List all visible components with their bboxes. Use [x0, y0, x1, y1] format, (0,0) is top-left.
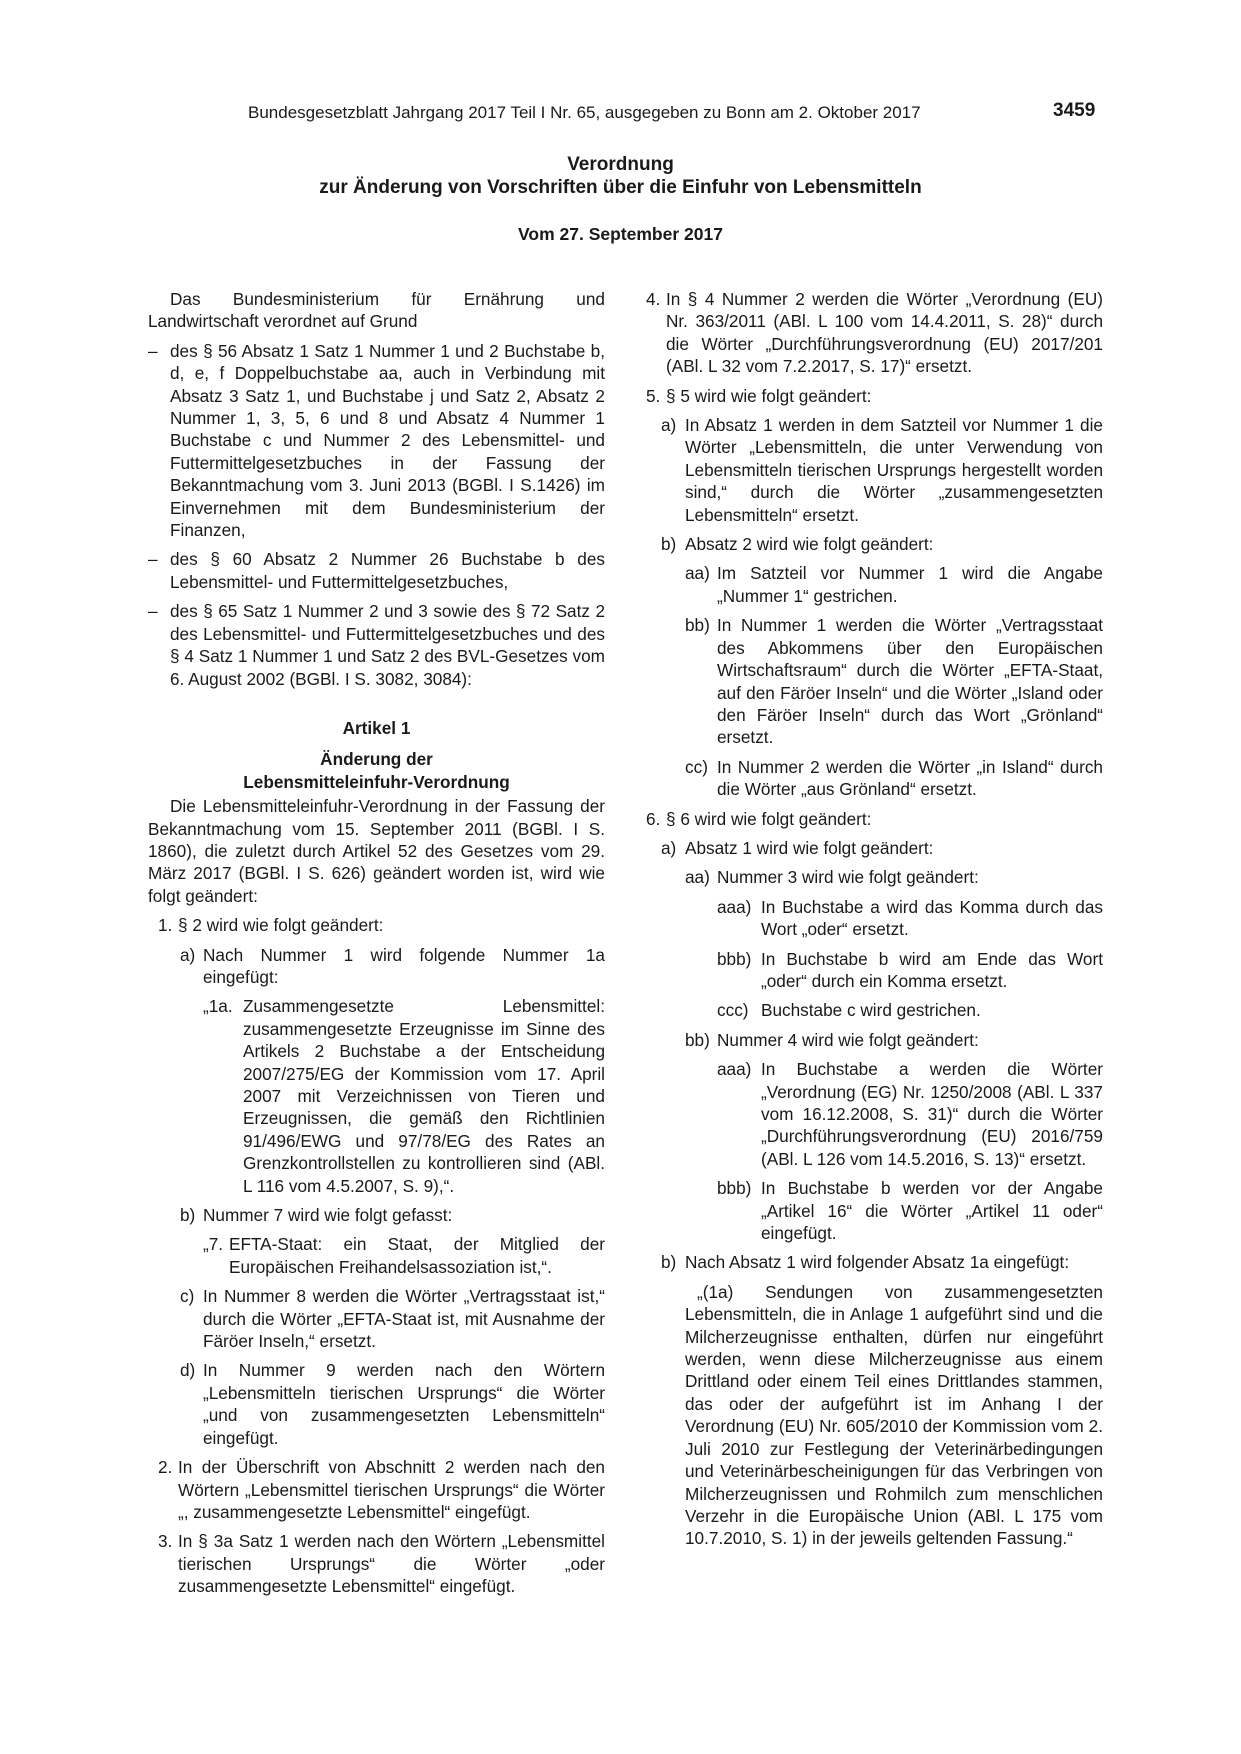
quote-text: Zusammengesetzte Lebensmittel: zusammengesetzte Erzeugnisse im Sinne des Artikels 2 Buchstabe a der Entscheidung 2007/275/EG der Kommission vom 17. April 2007 mit Verzeichnissen von Tieren und Erzeugnissen, die gemäß den Richtlinien 91/496/EWG und 97/78/EG des Rates an Grenzkontrollstellen zu kontrollieren sind (ABl. L 116 vom 4.5.2007, S. 9),“.	[243, 996, 605, 1196]
item-text: In Nummer 2 werden die Wörter „in Island“ durch die Wörter „aus Grönland“ ersetzt.	[717, 756, 1103, 800]
item-text: § 6 wird wie folgt geändert:	[666, 808, 872, 829]
legal-basis-3	[148, 600, 605, 690]
item-text: Absatz 2 wird wie folgt geändert:	[685, 534, 934, 555]
legal-basis-text: des § 65 Satz 1 Nummer 2 und 3 sowie des § 72 Satz 2 des Lebensmittel- und Futtermittelgesetzbuches und des § 4 Satz 1 Nummer 1 und Satz 2 des BVL-Gesetzes vom 6. August 2002 (BGBl. I S. 3082, 3084):	[170, 601, 605, 689]
item-5a: a) In Absatz 1 werden in dem Satzteil vor Nummer 1 die Wörter „Lebensmitteln, die unter Verwendung von Lebensmitteln tierischen Ursprungs hergestellt worden sind,“ durch die Wörter „zusammengesetzten Lebensmitteln“ ersetzt.	[661, 415, 1103, 525]
item-6a-aa-aaa: aaa) In Buchstabe a wird das Komma durch das Wort „oder“ ersetzt.	[717, 896, 1103, 940]
item-6a-bb: bb) Nummer 4 wird wie folgt geändert:	[646, 1029, 1103, 1051]
item-text: In Absatz 1 werden in dem Satzteil vor Nummer 1 die Wörter „Lebensmitteln, die unter Verwendung von Lebensmitteln tierischen Ursprungs hergestellt worden sind,“ durch die Wörter „zusammengesetzten Lebensmitteln“ ersetzt.	[685, 415, 1103, 525]
page-number: 3459	[1053, 100, 1096, 121]
legal-basis-text: des § 60 Absatz 2 Nummer 26 Buchstabe b des Lebensmittel- und Futtermittelgesetzbuches,	[170, 549, 605, 592]
item-text: In Nummer 8 werden die Wörter „Vertragsstaat ist,“ durch die Wörter „EFTA-Staat ist, mit Ausnahme der Färöer Inseln,“ ersetzt.	[203, 1286, 605, 1352]
item-6a-aa: aa) Nummer 3 wird wie folgt geändert:	[646, 866, 1103, 888]
item-2: 2. In der Überschrift von Abschnitt 2 werden nach den Wörtern „Lebensmittel tierischen Ursprungs“ die Wörter „, zusammengesetzte Lebensmittel“ eingefügt.	[158, 1457, 605, 1522]
article-title-line2: Lebensmitteleinfuhr-Verordnung	[243, 771, 510, 792]
item-text: Absatz 1 wird wie folgt geändert:	[685, 837, 934, 858]
item-text: In Buchstabe b werden vor der Angabe „Artikel 16“ die Wörter „Artikel 11 oder“ eingefügt.	[761, 1178, 1103, 1244]
quote-1a	[148, 995, 605, 1197]
legal-basis-1	[148, 340, 605, 542]
item-6a: a) Absatz 1 wird wie folgt geändert:	[646, 837, 1103, 859]
item-text: Nummer 3 wird wie folgt geändert:	[717, 867, 979, 888]
item-text: Nummer 4 wird wie folgt geändert:	[717, 1029, 979, 1050]
item-1c: c) In Nummer 8 werden die Wörter „Vertragsstaat ist,“ durch die Wörter „EFTA-Staat ist, mit Ausnahme der Färöer Inseln,“ ersetzt.	[180, 1286, 605, 1352]
item-5b-aa: aa) Im Satzteil vor Nummer 1 wird die Angabe „Nummer 1“ gestrichen.	[685, 563, 1103, 606]
item-5b-cc: cc) In Nummer 2 werden die Wörter „in Island“ durch die Wörter „aus Grönland“ ersetzt.	[685, 756, 1103, 800]
item-text: In Nummer 9 werden nach den Wörtern „Lebensmitteln tierischen Ursprungs“ die Wörter „und von zusammengesetzten Lebensmitteln“ eingefügt.	[203, 1360, 605, 1448]
item-text: In Buchstabe a werden die Wörter „Verordnung (EG) Nr. 1250/2008 (ABl. L 337 vom 16.12.2008, S. 31)“ durch die Wörter „Durchführungsverordnung (EU) 2016/759 (ABl. L 126 vom 14.5.2016, S. 13)“ ersetzt.	[761, 1059, 1103, 1169]
legal-basis-2	[148, 548, 605, 593]
item-6a-aa-bbb: bbb) In Buchstabe b wird am Ende das Wort „oder“ durch ein Komma ersetzt.	[717, 948, 1103, 991]
doc-title-line1: Verordnung	[567, 154, 674, 175]
item-5: 5. § 5 wird wie folgt geändert:	[646, 385, 1103, 407]
item-text: In § 4 Nummer 2 werden die Wörter „Verordnung (EU) Nr. 363/2011 (ABl. L 100 vom 14.4.2011, S. 28)“ durch die Wörter „Durchführungsverordnung (EU) 2017/201 (ABl. L 32 vom 7.2.2017, S. 17)“ ersetzt.	[666, 289, 1103, 377]
item-6: 6. § 6 wird wie folgt geändert:	[646, 808, 1103, 830]
doc-title-line2: zur Änderung von Vorschriften über die Einfuhr von Lebensmitteln	[319, 177, 922, 198]
doc-date: Vom 27. September 2017	[518, 224, 723, 244]
intro-paragraph: Das Bundesministerium für Ernährung und Landwirtschaft verordnet auf Grund	[148, 289, 605, 332]
article-title-line1: Änderung der	[320, 749, 433, 770]
dash-marker: –	[148, 340, 158, 361]
item-6a-aa-ccc: ccc) Buchstabe c wird gestrichen.	[646, 999, 1103, 1021]
legal-basis-text: des § 56 Absatz 1 Satz 1 Nummer 1 und 2 Buchstabe b, d, e, f Doppelbuchstabe aa, auch in Verbindung mit Absatz 3 Satz 1, und Buchstabe j und Satz 2, Absatz 2 Nummer 1, 3, 5, 6 und 8 und Absatz 4 Nummer 1 Buchstabe c und Nummer 2 des Lebensmittel- und Futtermittelgesetzbuches in der Fassung der Bekanntmachung vom 3. Juni 2013 (BGBl. I S.1426) im Einvernehmen mit dem Bundesministerium der Finanzen,	[170, 340, 605, 541]
item-text: In Buchstabe b wird am Ende das Wort „oder“ durch ein Komma ersetzt.	[761, 948, 1103, 991]
article-intro: Die Lebensmitteleinfuhr-Verordnung in der Fassung der Bekanntmachung vom 15. September 2011 (BGBl. I S. 1860), die zuletzt durch Artikel 52 des Gesetzes vom 29. März 2017 (BGBl. I S. 626) geändert worden ist, wird wie folgt geändert:	[148, 796, 605, 906]
item-1a: a) Nach Nummer 1 wird folgende Nummer 1a eingefügt:	[180, 944, 605, 987]
item-text: In der Überschrift von Abschnitt 2 werden nach den Wörtern „Lebensmittel tierischen Ursprungs“ die Wörter „, zusammengesetzte Lebensmittel“ eingefügt.	[178, 1457, 605, 1522]
item-text: § 5 wird wie folgt geändert:	[666, 385, 872, 406]
item-text: § 2 wird wie folgt geändert:	[178, 915, 384, 936]
item-6b: b) Nach Absatz 1 wird folgender Absatz 1a eingefügt:	[646, 1251, 1103, 1273]
item-text: Im Satzteil vor Nummer 1 wird die Angabe „Nummer 1“ gestrichen.	[717, 563, 1103, 606]
item-text: In Buchstabe a wird das Komma durch das Wort „oder“ ersetzt.	[761, 896, 1103, 940]
dash-marker: –	[148, 601, 158, 622]
item-1b: b) Nummer 7 wird wie folgt gefasst:	[148, 1204, 605, 1226]
item-4: 4. In § 4 Nummer 2 werden die Wörter „Verordnung (EU) Nr. 363/2011 (ABl. L 100 vom 14.4.2011, S. 28)“ durch die Wörter „Durchführungsverordnung (EU) 2017/201 (ABl. L 32 vom 7.2.2017, S. 17)“ ersetzt.	[646, 289, 1103, 377]
quote-absatz-1a: „(1a) Sendungen von zusammengesetzten Lebensmitteln, die in Anlage 1 aufgeführt sind und die Milcherzeugnisse enthalten, dürfen nur eingeführt werden, wenn diese Milcherzeugnisse aus einem Drittland oder einem Teil eines Drittlandes stammen, das oder der aufgeführt ist im Anhang I der Verordnung (EU) Nr. 605/2010 der Kommission vom 2. Juli 2010 zur Festlegung der Veterinärbedingungen und Veterinärbescheinigungen für das Verbringen von Milcherzeugnissen und Rohmilch zum menschlichen Verzehr in die Europäische Union (ABl. L 175 vom 10.7.2010, S. 1) in der jeweils geltenden Fassung.“	[685, 1281, 1103, 1549]
left-column	[148, 288, 605, 1605]
item-5b: b) Absatz 2 wird wie folgt geändert:	[646, 533, 1103, 555]
item-text: Nummer 7 wird wie folgt gefasst:	[203, 1205, 453, 1226]
item-3: 3. In § 3a Satz 1 werden nach den Wörtern „Lebensmittel tierischen Ursprungs“ die Wörter „oder zusammengesetzte Lebensmittel“ eingefügt.	[158, 1531, 605, 1597]
quote-label: „7.	[203, 1234, 224, 1255]
article-number: Artikel 1	[342, 717, 411, 738]
item-1d: d) In Nummer 9 werden nach den Wörtern „Lebensmitteln tierischen Ursprungs“ die Wörter „und von zusammengesetzten Lebensmitteln“ eingefügt.	[180, 1360, 605, 1448]
quote-1b	[148, 1233, 605, 1278]
quote-label: „1a.	[203, 996, 233, 1017]
dash-marker: –	[148, 549, 158, 570]
running-header: Bundesgesetzblatt Jahrgang 2017 Teil I Nr. 65, ausgegeben zu Bonn am 2. Oktober 2017	[248, 103, 921, 122]
item-text: In Nummer 1 werden die Wörter „Vertragsstaat des Abkommens über den Europäischen Wirtschaftsraum“ durch die Wörter „EFTA-Staat, auf den Färöer Inseln“ und die Wörter „Island oder den Färöer Inseln“ durch das Wort „Grönland“ ersetzt.	[717, 615, 1103, 748]
item-text: Buchstabe c wird gestrichen.	[761, 1000, 981, 1021]
item-5b-bb: bb) In Nummer 1 werden die Wörter „Vertragsstaat des Abkommens über den Europäischen Wirtschaftsraum“ durch die Wörter „EFTA-Staat, auf den Färöer Inseln“ und die Wörter „Island oder den Färöer Inseln“ durch das Wort „Grönland“ ersetzt.	[685, 615, 1103, 748]
quote-text: EFTA-Staat: ein Staat, der Mitglied der Europäischen Freihandelsassoziation ist,“.	[229, 1234, 605, 1277]
item-6a-bb-bbb: bbb) In Buchstabe b werden vor der Angabe „Artikel 16“ die Wörter „Artikel 11 oder“ eingefügt.	[717, 1178, 1103, 1244]
item-text: In § 3a Satz 1 werden nach den Wörtern „Lebensmittel tierischen Ursprungs“ die Wörter „oder zusammengesetzte Lebensmittel“ eingefügt.	[178, 1531, 605, 1597]
item-text: Nach Absatz 1 wird folgender Absatz 1a eingefügt:	[685, 1252, 1070, 1273]
item-1: 1. § 2 wird wie folgt geändert:	[148, 914, 605, 936]
right-column	[646, 288, 1103, 1557]
item-6a-bb-aaa: aaa) In Buchstabe a werden die Wörter „Verordnung (EG) Nr. 1250/2008 (ABl. L 337 vom 16.12.2008, S. 31)“ durch die Wörter „Durchführungsverordnung (EU) 2016/759 (ABl. L 126 vom 14.5.2016, S. 13)“ ersetzt.	[717, 1059, 1103, 1169]
item-text: Nach Nummer 1 wird folgende Nummer 1a eingefügt:	[203, 944, 605, 987]
